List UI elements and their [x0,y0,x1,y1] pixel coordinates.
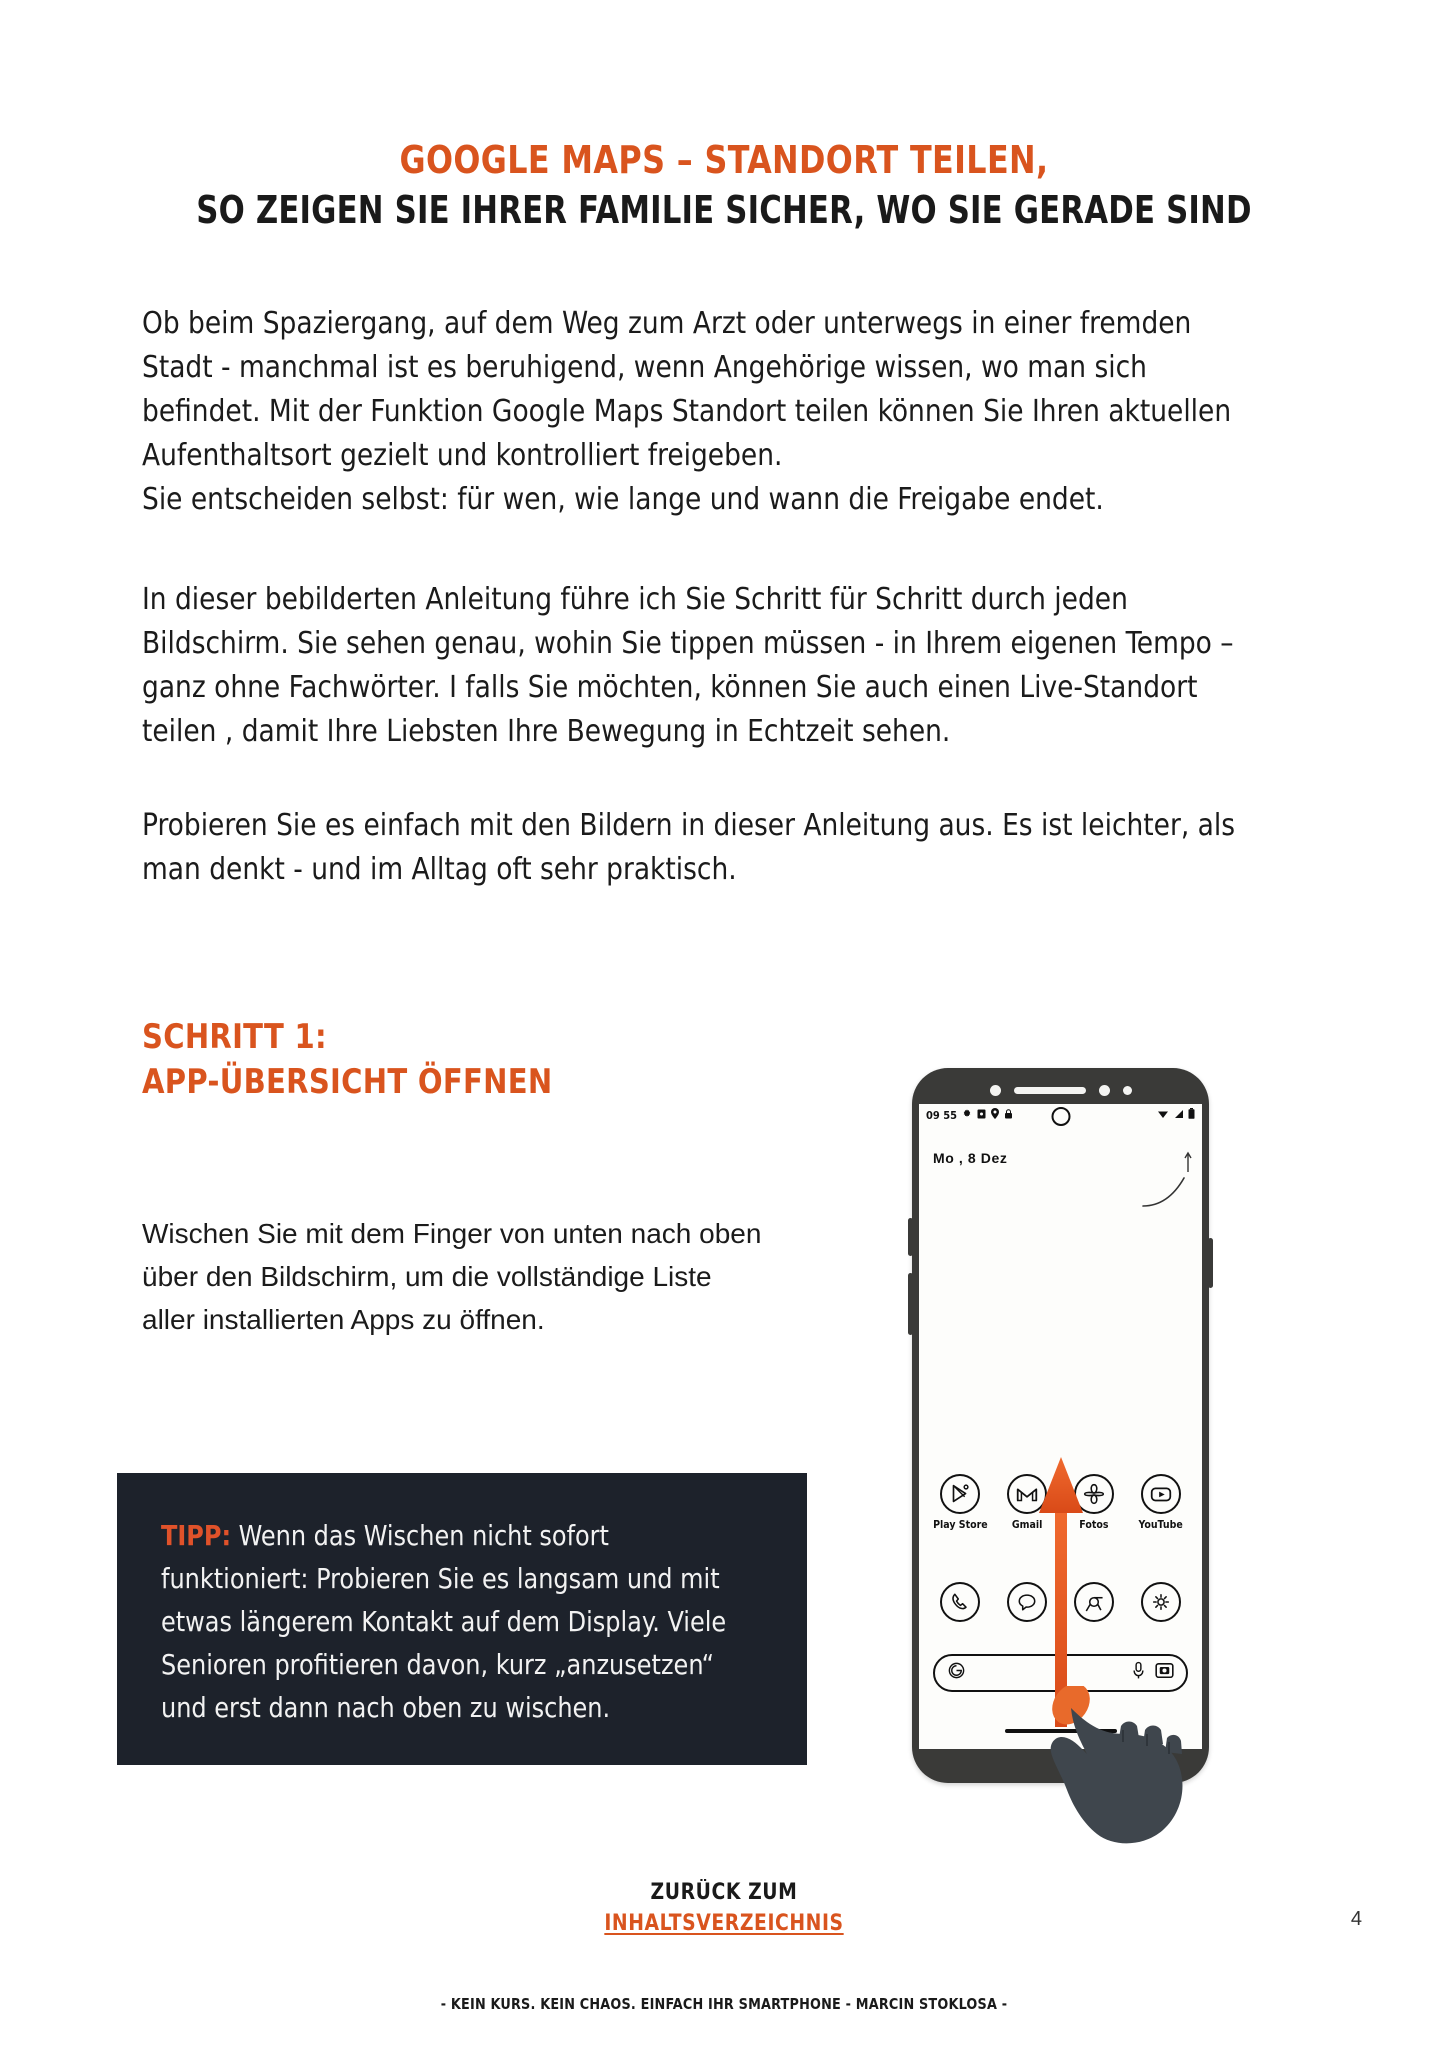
step-instruction: Wischen Sie mit dem Finger von unten nach oben über den Bildschirm, um die vollständige Liste aller installierten Apps zu öffnen. [142,1218,762,1335]
google-lens-icon[interactable] [1155,1662,1174,1684]
page-title-primary: GOOGLE MAPS – STANDORT TEILEN, [399,138,1049,182]
microphone-icon[interactable] [1131,1661,1146,1685]
status-bar-left [926,1108,1013,1122]
chrome-icon [1074,1582,1114,1622]
step-heading [142,1015,552,1105]
tip-label: TIPP: [161,1520,232,1552]
intro-paragraph-1 [142,302,1266,522]
battery-icon [1188,1108,1195,1122]
intro-paragraph-2-text: In dieser bebilderten Anleitung führe ich Sie Schritt für Schritt durch jeden Bildschirm. Sie sehen genau, wohin Sie tippen müssen - in Ihrem eigenen Tempo – ganz ohne Fachwörter. I falls Sie möchten, können Sie auch einen Live-Standort teilen , damit Ihre Liebsten Ihre Bewegung in Echtzeit sehen. [142,582,1234,749]
app-label: YouTube [1138,1519,1183,1531]
tip-box [117,1473,807,1765]
location-icon [991,1108,999,1122]
sd-card-icon [977,1109,986,1122]
youtube-icon [1141,1474,1181,1514]
intro-paragraph-3-text: Probieren Sie es einfach mit den Bildern in dieser Anleitung aus. Es ist leichter, als man denkt - und im Alltag oft sehr praktisch. [142,808,1236,887]
intro-paragraph-3 [142,804,1266,892]
back-to-toc-line-1: ZURÜCK ZUM [650,1880,798,1905]
google-g-icon [947,1661,966,1685]
gmail-icon [1007,1474,1047,1514]
phone-screen [919,1104,1202,1749]
intro-paragraph-1b-text: Sie entscheiden selbst: für wen, wie lange und wann die Freigabe endet. [142,482,1104,517]
app-label: Fotos [1079,1519,1109,1531]
phone-power-button [908,1218,913,1256]
app-play-store[interactable] [929,1474,991,1531]
wifi-icon [1157,1109,1169,1122]
earpiece-speaker [1014,1087,1086,1094]
tip-text [161,1515,745,1730]
app-fotos[interactable] [1063,1474,1125,1531]
app-grid-row-1 [919,1474,1202,1531]
intro-paragraph-1-text: Ob beim Spaziergang, auf dem Weg zum Arzt oder unterwegs in einer fremden Stadt - manchmal ist es beruhigend, wenn Angehörige wissen, wo man sich befindet. Mit der Funktion Google Maps Standort teilen können Sie Ihren aktuellen Aufenthaltsort gezielt und kontrolliert freigeben. [142,306,1232,473]
back-to-toc-link[interactable] [36,1878,1412,1940]
step-label: SCHRITT 1: [142,1017,327,1057]
page-title-secondary: SO ZEIGEN SIE IHRER FAMILIE SICHER, WO SIE GERADE SIND [196,187,1252,232]
app-label: Play Store [933,1519,988,1531]
page-title [0,138,1448,233]
light-sensor-icon [1123,1086,1132,1095]
proximity-sensor-icon [1099,1085,1110,1096]
back-to-toc-line-2[interactable]: INHALTSVERZEICHNIS [604,1910,844,1936]
google-search-bar[interactable] [933,1654,1188,1692]
signal-icon [1173,1109,1184,1122]
google-photos-icon [1074,1474,1114,1514]
app-messages[interactable] [996,1582,1058,1627]
phone-volume-button [908,1273,913,1335]
home-screen-date: Mo , 8 Dez [933,1150,1008,1166]
app-label: Gmail [1011,1519,1043,1531]
footer-tagline: - KEIN KURS. KEIN CHAOS. EINFACH IHR SMARTPHONE - MARCIN STOKLOSA - [440,1995,1008,2013]
settings-gear-icon [1141,1582,1181,1622]
app-grid-row-2 [919,1582,1202,1627]
intro-paragraph-2 [142,578,1266,754]
page-number: 4 [1350,1908,1362,1930]
app-gmail[interactable] [996,1474,1058,1531]
app-youtube[interactable] [1130,1474,1192,1531]
camera-punch-hole [1051,1107,1070,1126]
app-chrome[interactable] [1063,1582,1125,1627]
status-clock: 09 55 [926,1108,957,1122]
front-camera-icon [990,1085,1001,1096]
tip-body: Wenn das Wischen nicht sofort funktioniert: Probieren Sie es langsam und mit etwas längerem Kontakt auf dem Display. Viele Senioren profitieren davon, kurz „anzusetzen“ und erst dann nach oben zu wischen. [161,1520,727,1724]
step-title: APP-ÜBERSICHT ÖFFNEN [142,1062,553,1103]
lock-icon [1004,1109,1013,1122]
phone-mockup [912,1068,1209,1783]
status-bar-right [1157,1104,1195,1126]
app-settings[interactable] [1130,1582,1192,1627]
settings-icon [962,1109,972,1122]
app-phone[interactable] [929,1582,991,1627]
navigation-pill[interactable] [1005,1729,1117,1733]
phone-icon [940,1582,980,1622]
play-store-icon [940,1474,980,1514]
phone-top-sensors [912,1075,1209,1105]
status-bar [919,1104,1202,1126]
phone-side-button-right [1208,1238,1213,1288]
messages-icon [1007,1582,1047,1622]
